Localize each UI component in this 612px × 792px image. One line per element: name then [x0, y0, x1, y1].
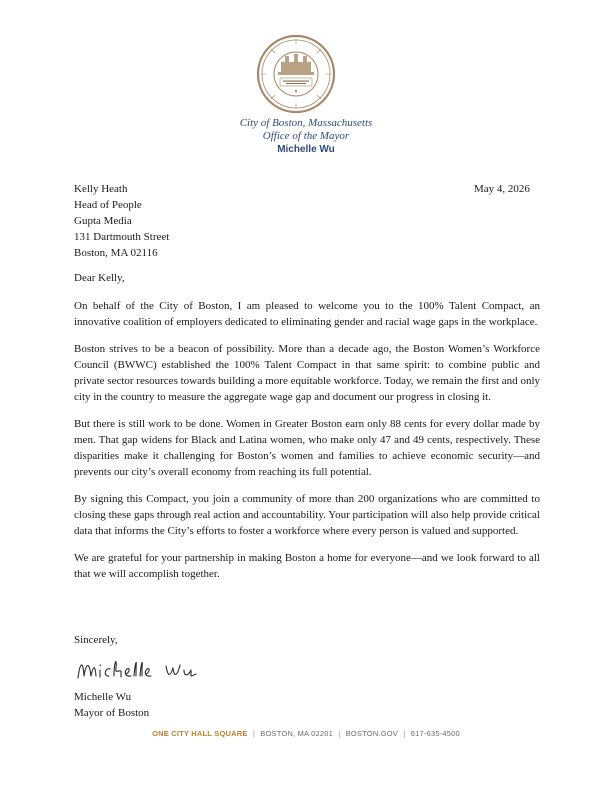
footer-city: BOSTON, MA 02201	[260, 729, 333, 738]
body-paragraph: Boston strives to be a beacon of possibility. More than a decade ago, the Boston Women’s Workforce Council (BWWC) established the 100% Talent Compact in that same spirit: to combine public and private sector resources towards building a more equitable workforce. Today, we remain the first and only city in the country to measure the aggregate wage gap and document our progress in closing it.	[74, 343, 540, 403]
footer-separator: |	[338, 729, 341, 738]
recipient-line: 131 Dartmouth Street	[74, 231, 170, 243]
city-seal-icon	[256, 34, 336, 114]
letterhead	[0, 117, 612, 156]
footer-street: ONE CITY HALL SQUARE	[152, 729, 248, 738]
footer-separator: |	[252, 729, 255, 738]
footer-address	[0, 729, 612, 738]
body-paragraph: We are grateful for your partnership in making Boston a home for everyone—and we look forward to all that we will accomplish together.	[74, 552, 540, 580]
signer-name: Michelle Wu	[74, 691, 132, 703]
footer-separator: |	[403, 729, 406, 738]
letter-date: May 4, 2026	[474, 183, 530, 195]
recipient-address	[74, 181, 169, 261]
city-line: City of Boston, Massachusetts	[239, 117, 373, 129]
recipient-line: Head of People	[74, 199, 142, 211]
signature-image	[74, 652, 214, 686]
footer-phone: 617-635-4500	[410, 729, 460, 738]
recipient-line: Kelly Heath	[74, 183, 128, 195]
recipient-line: Gupta Media	[74, 215, 132, 227]
salutation: Dear Kelly,	[74, 272, 125, 284]
body-paragraph: But there is still work to be done. Women in Greater Boston earn only 88 cents for every dollar made by men. That gap widens for Black and Latina women, who make only 47 and 49 cents, respectively. These disparities make it challenging for Boston’s women and families to achieve economic security—and prevents our city’s overall economy from reaching its full potential.	[74, 418, 540, 478]
mayor-name: Michelle Wu	[277, 144, 335, 155]
body-paragraph: By signing this Compact, you join a community of more than 200 organizations who are committed to closing these gaps through real action and accountability. Your participation will also help provide critical data that informs the City’s efforts to foster a workforce where every person is valued and supported.	[74, 493, 540, 537]
body-paragraph: On behalf of the City of Boston, I am pleased to welcome you to the 100% Talent Compact, an innovative coalition of employers dedicated to eliminating gender and racial wage gaps in the workplace.	[74, 300, 540, 328]
signer-title: Mayor of Boston	[74, 707, 150, 719]
closing: Sincerely,	[74, 634, 118, 646]
footer-website: BOSTON.GOV	[345, 729, 399, 738]
office-line: Office of the Mayor	[262, 130, 350, 142]
recipient-line: Boston, MA 02116	[74, 247, 158, 259]
signer-block	[74, 689, 149, 721]
letter-body	[74, 270, 540, 593]
